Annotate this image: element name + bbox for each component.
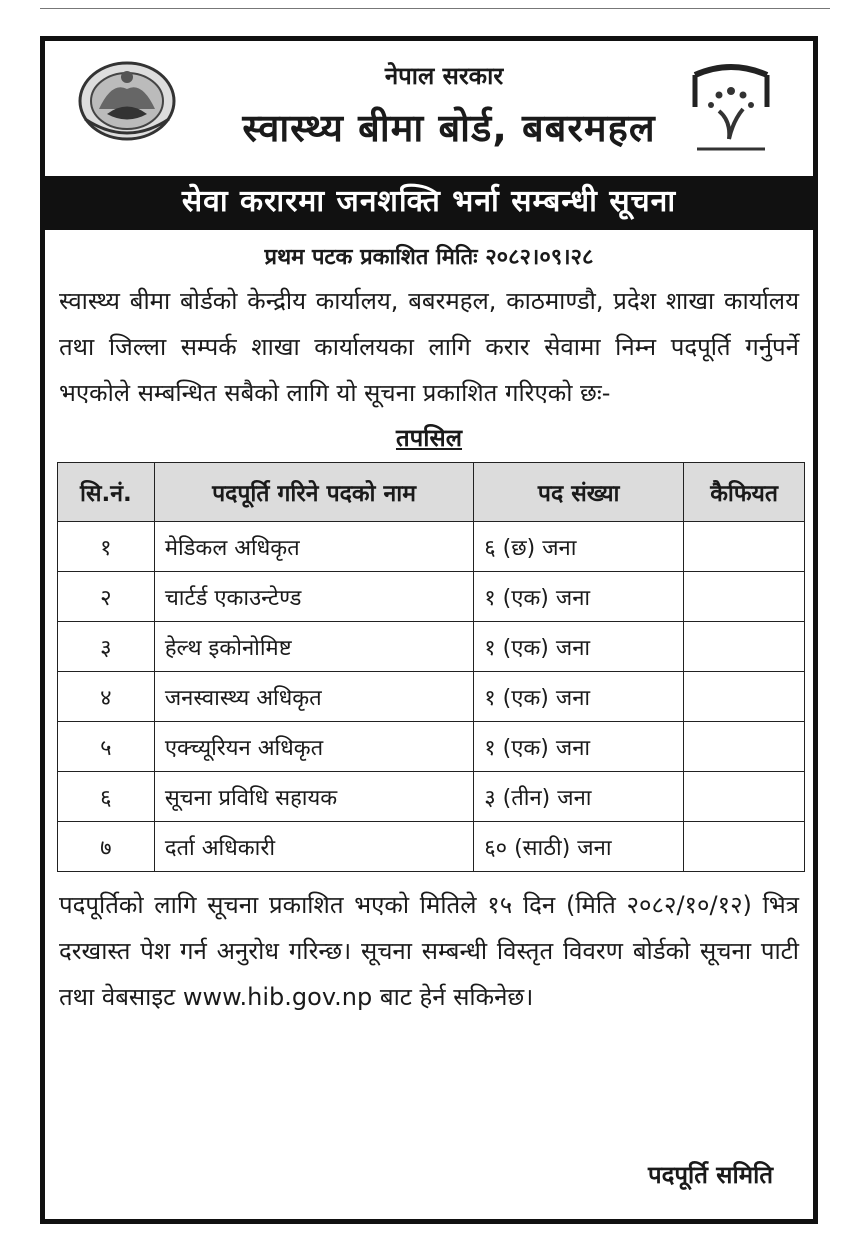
health-insurance-board-logo-icon [689, 61, 773, 157]
header-post-name: पदपूर्ति गरिने पदको नाम [154, 463, 473, 522]
row-remarks [684, 522, 805, 572]
row-post-count: ६० (साठी) जना [474, 822, 684, 872]
table-row [58, 572, 805, 622]
row-serial-number: ५ [58, 722, 155, 772]
table-header-row [58, 463, 805, 522]
notice-title-bar: सेवा करारमा जनशक्ति भर्ना सम्बन्धी सूचना [45, 176, 813, 230]
row-post-name: चार्टर्ड एकाउन्टेण्ड [154, 572, 473, 622]
row-post-name: दर्ता अधिकारी [154, 822, 473, 872]
row-post-count: ६ (छ) जना [474, 522, 684, 572]
table-row [58, 622, 805, 672]
published-date: प्रथम पटक प्रकाशित मितिः २०८२।०९।२८ [264, 245, 594, 270]
signatory-committee: पदपूर्ति समिति [648, 1161, 773, 1189]
row-post-name: जनस्वास्थ्य अधिकृत [154, 672, 473, 722]
header-post-count: पद संख्या [474, 463, 684, 522]
row-serial-number: ४ [58, 672, 155, 722]
notice-header [45, 41, 813, 176]
organization-name: स्वास्थ्य बीमा बोर्ड, बबरमहल [242, 106, 656, 150]
row-serial-number: २ [58, 572, 155, 622]
table-row [58, 522, 805, 572]
vacancy-table [57, 462, 805, 872]
row-serial-number: ७ [58, 822, 155, 872]
row-post-name: एक्च्यूरियन अधिकृत [154, 722, 473, 772]
row-remarks [684, 622, 805, 672]
notice-frame [40, 36, 818, 1224]
row-post-name: हेल्थ इकोनोमिष्ट [154, 622, 473, 672]
row-remarks [684, 572, 805, 622]
row-post-count: १ (एक) जना [474, 672, 684, 722]
row-serial-number: ३ [58, 622, 155, 672]
row-post-count: ३ (तीन) जना [474, 772, 684, 822]
row-post-count: १ (एक) जना [474, 622, 684, 672]
application-instructions: पदपूर्तिको लागि सूचना प्रकाशित भएको मितिले १५ दिन (मिति २०८२/१०/१२) भित्र दरखास्त पेश गर्न अनुरोध गरिन्छ। सूचना सम्बन्धी विस्तृत विवरण बोर्डको सूचना पाटी तथा वेबसाइट www.hib.gov.np बाट हेर्न सकिनेछ। [59, 891, 799, 1011]
row-remarks [684, 672, 805, 722]
row-post-name: मेडिकल अधिकृत [154, 522, 473, 572]
row-post-count: १ (एक) जना [474, 572, 684, 622]
header-remarks: कैफियत [684, 463, 805, 522]
government-name: नेपाल सरकार [384, 62, 504, 90]
details-heading [45, 420, 813, 456]
table-row [58, 722, 805, 772]
row-post-count: १ (एक) जना [474, 722, 684, 772]
row-remarks [684, 722, 805, 772]
table-row [58, 822, 805, 872]
intro-paragraph: स्वास्थ्य बीमा बोर्डको केन्द्रीय कार्यालय, बबरमहल, काठमाण्डौ, प्रदेश शाखा कार्यालय तथा जिल्ला सम्पर्क शाखा कार्यालयका लागि करार सेवामा निम्न पदपूर्ति गर्नुपर्ने भएकोले सम्बन्धित सबैको लागि यो सूचना प्रकाशित गरिएको छः- [59, 287, 799, 407]
table-row [58, 672, 805, 722]
details-heading-label: तपसिल [395, 424, 463, 452]
row-remarks [684, 822, 805, 872]
row-serial-number: ६ [58, 772, 155, 822]
row-serial-number: १ [58, 522, 155, 572]
top-rule [40, 8, 830, 9]
row-post-name: सूचना प्रविधि सहायक [154, 772, 473, 822]
header-serial-number: सि.नं. [58, 463, 155, 522]
row-remarks [684, 772, 805, 822]
table-row [58, 772, 805, 822]
